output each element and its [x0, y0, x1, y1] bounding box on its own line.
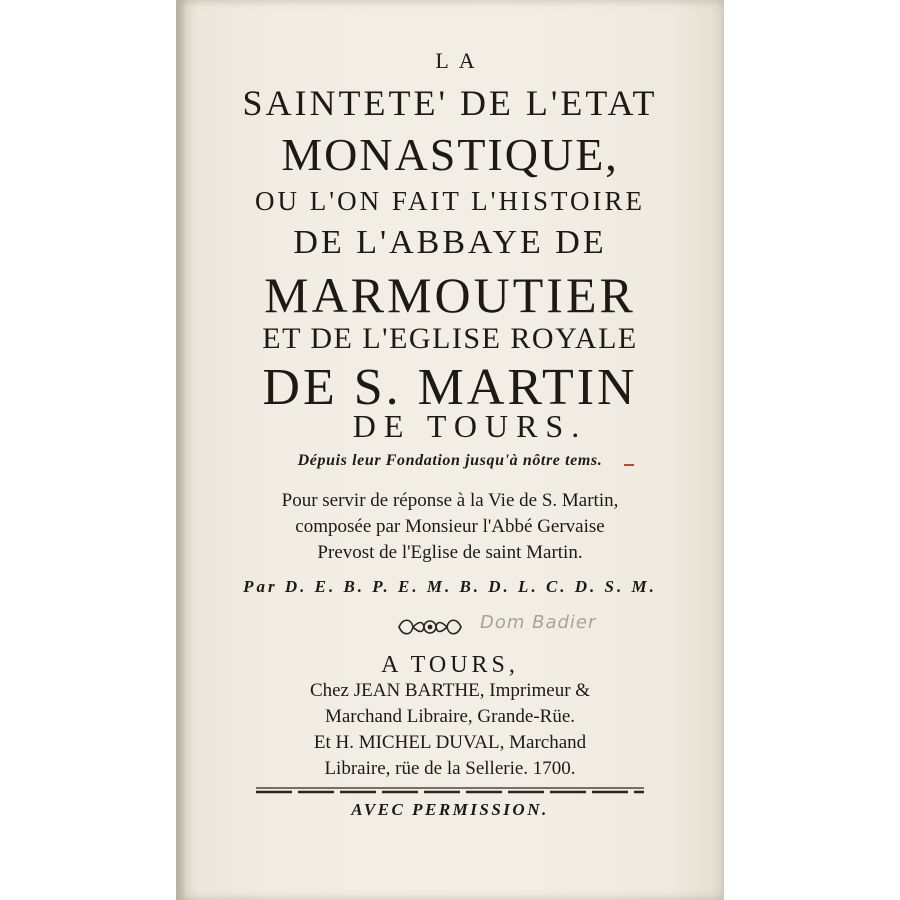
- purpose-line-3: Prevost de l'Eglise de saint Martin.: [317, 542, 583, 563]
- red-ink-mark: [624, 464, 634, 466]
- permission-line: AVEC PERMISSION.: [351, 800, 549, 819]
- imprint-line-4: Libraire, rüe de la Sellerie. 1700.: [324, 758, 576, 779]
- title-line-abbaye: DE L'ABBAYE DE: [293, 224, 607, 261]
- title-line-marmoutier: MARMOUTIER: [264, 267, 636, 323]
- subtitle-fondation: Dépuis leur Fondation jusqu'à nôtre tems.: [297, 452, 603, 469]
- author-initials: Par D. E. B. P. E. M. B. D. L. C. D. S. M.: [243, 577, 657, 596]
- decorative-rule: [256, 786, 644, 794]
- title-line-histoire: OU L'ON FAIT L'HISTOIRE: [255, 186, 645, 216]
- imprint-line-3: Et H. MICHEL DUVAL, Marchand: [313, 732, 587, 753]
- printers-ornament-icon: [395, 614, 465, 640]
- purpose-line-2: composée par Monsieur l'Abbé Gervaise: [295, 516, 605, 537]
- title-line-article: LA: [435, 48, 485, 73]
- title-line-eglise-royale: ET DE L'EGLISE ROYALE: [262, 322, 638, 355]
- imprint-line-1: Chez JEAN BARTHE, Imprimeur &: [309, 680, 591, 701]
- imprint-place: A TOURS,: [381, 652, 519, 678]
- title-line-saintete: SAINTETE' DE L'ETAT: [242, 83, 658, 123]
- title-line-tours: DE TOURS.: [352, 408, 588, 444]
- title-line-monastique: MONASTIQUE,: [281, 129, 619, 180]
- title-line-saint-martin: DE S. MARTIN: [262, 359, 638, 416]
- purpose-line-1: Pour servir de réponse à la Vie de S. Martin,: [281, 490, 619, 511]
- imprint-line-2: Marchand Libraire, Grande-Rüe.: [324, 706, 576, 727]
- handwritten-attribution: Dom Badier: [480, 612, 597, 633]
